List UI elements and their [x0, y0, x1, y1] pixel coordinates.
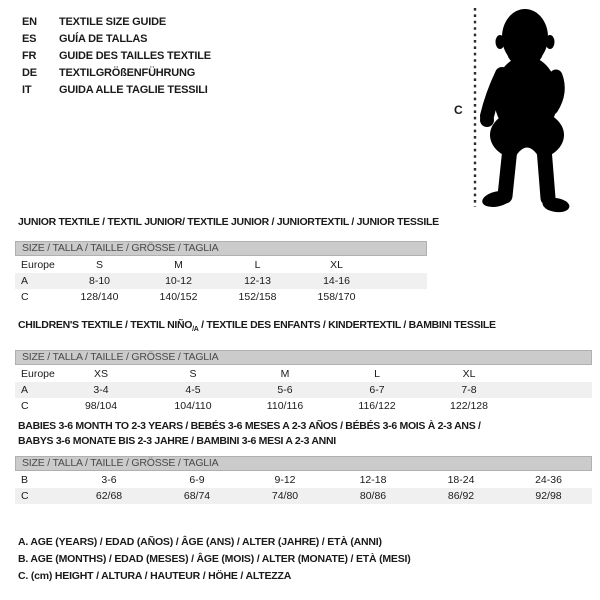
legend-row-es — [22, 30, 211, 47]
value-cell: 7-8 — [423, 382, 515, 398]
legend-row-en — [22, 13, 211, 30]
table-row-months — [15, 472, 592, 488]
value-cell: 4-5 — [147, 382, 239, 398]
footnote-b: B. AGE (MONTHS) / EDAD (MESES) / ÂGE (MOIS) / ALTER (MONATE) / ETÀ (MESI) — [18, 553, 411, 565]
table-row-age — [15, 273, 427, 289]
size-cell: S — [95, 259, 103, 271]
value-cell: 6-9 — [189, 474, 205, 486]
value-cell: 14-16 — [297, 273, 376, 289]
value-cell: 80/86 — [329, 488, 417, 504]
value-cell: 18-24 — [447, 474, 475, 486]
footnote-c: C. (cm) HEIGHT / ALTURA / HAUTEUR / HÖHE / ALTEZZA — [18, 570, 292, 582]
table-row-height — [15, 289, 427, 305]
footnotes — [18, 534, 411, 585]
table-row-sizes — [15, 257, 427, 273]
row-label-cell: Europe — [21, 259, 55, 271]
size-cell: S — [189, 368, 197, 381]
value-cell: 5-6 — [239, 382, 331, 398]
size-cell: XL — [462, 368, 476, 381]
value-cell: 158/170 — [317, 291, 356, 303]
spacer-cell — [515, 398, 592, 414]
row-label-cell: A — [15, 382, 55, 398]
value-cell: 116/122 — [358, 400, 396, 413]
table-row-height — [15, 488, 592, 504]
section-junior-textile — [15, 215, 439, 305]
legend-row-fr — [22, 47, 211, 64]
footnote-a: A. AGE (YEARS) / EDAD (AÑOS) / ÂGE (ANS) / ALTER (JAHRE) / ETÀ (ANNI) — [18, 536, 382, 548]
legend-text: GUIDA ALLE TAGLIE TESSILI — [59, 83, 208, 96]
value-cell: 104/110 — [174, 400, 212, 413]
value-cell: 98/104 — [84, 400, 118, 413]
section-title — [18, 318, 592, 337]
table-row-height — [15, 398, 592, 414]
legend-row-de — [22, 64, 211, 81]
value-cell: 128/140 — [80, 291, 119, 303]
legend-code: DE — [22, 66, 37, 79]
title-part: CHILDREN'S TEXTILE / TEXTIL NIÑO — [18, 319, 193, 331]
size-cell: M — [280, 368, 290, 381]
value-cell: 12-13 — [218, 273, 297, 289]
row-label-cell: C — [21, 400, 29, 413]
value-cell: 6-7 — [331, 382, 423, 398]
spacer-cell — [376, 257, 427, 273]
size-header-bar: SIZE / TALLA / TAILLE / GRÖSSE / TAGLIA — [15, 241, 427, 256]
value-cell: 9-12 — [274, 474, 296, 486]
junior-size-table — [15, 257, 427, 305]
table-row-sizes — [15, 366, 592, 382]
value-cell: 24-36 — [535, 474, 562, 486]
value-cell: 3-6 — [101, 474, 117, 486]
value-cell: 68/74 — [153, 488, 241, 504]
size-cell: L — [374, 368, 380, 381]
row-label-cell: B — [21, 474, 29, 486]
language-legend — [22, 13, 211, 98]
spacer-cell — [376, 273, 427, 289]
size-cell: M — [174, 259, 183, 271]
section-title-line2: BABYS 3-6 MONATE BIS 2-3 JAHRE / BAMBINI 3-6 MESI A 2-3 ANNI — [18, 435, 336, 447]
section-title: JUNIOR TEXTILE / TEXTIL JUNIOR/ TEXTILE JUNIOR / JUNIORTEXTIL / JUNIOR TESSILE — [18, 216, 439, 228]
legend-text: TEXTILGRÖßENFÜHRUNG — [59, 66, 196, 79]
legend-code: FR — [22, 49, 37, 62]
value-cell: 86/92 — [417, 488, 505, 504]
legend-code: EN — [22, 15, 37, 28]
spacer-cell — [515, 366, 592, 382]
row-label-cell: A — [15, 273, 60, 289]
value-cell: 152/158 — [238, 291, 277, 303]
size-cell: XS — [93, 368, 108, 381]
size-cell: L — [254, 259, 261, 271]
baby-silhouette-shape — [480, 9, 570, 214]
legend-code: IT — [22, 83, 32, 96]
value-cell: 10-12 — [139, 273, 218, 289]
legend-text: GUIDE DES TAILLES TEXTILE — [59, 49, 211, 62]
row-label-cell: C — [15, 488, 65, 504]
legend-text: GUÍA DE TALLAS — [59, 32, 148, 45]
size-header-bar: SIZE / TALLA / TAILLE / GRÖSSE / TAGLIA — [15, 456, 592, 471]
value-cell: 140/152 — [159, 291, 198, 303]
spacer-cell — [515, 382, 592, 398]
value-cell: 92/98 — [505, 488, 592, 504]
legend-text: TEXTILE SIZE GUIDE — [59, 15, 167, 28]
childrens-size-table — [15, 366, 592, 414]
spacer-cell — [376, 289, 427, 305]
title-part: / TEXTILE DES ENFANTS / KINDERTEXTIL / BAMBINI TESSILE — [198, 319, 496, 331]
section-babies-textile — [15, 419, 592, 504]
height-measure-label: C — [454, 103, 463, 117]
row-label-cell: C — [21, 291, 29, 303]
section-childrens-textile — [15, 318, 592, 414]
value-cell: 12-18 — [359, 474, 387, 486]
section-title-line1: BABIES 3-6 MONTH TO 2-3 YEARS / BEBÉS 3-6 MESES A 2-3 AÑOS / BÉBÉS 3-6 MOIS À 2-3 ANS / — [18, 420, 481, 432]
value-cell: 110/116 — [266, 400, 304, 413]
size-cell: XL — [330, 259, 343, 271]
baby-silhouette-icon — [452, 0, 600, 215]
table-row-age — [15, 382, 592, 398]
row-label-cell: Europe — [21, 368, 55, 381]
legend-row-it — [22, 81, 211, 98]
legend-code: ES — [22, 32, 37, 45]
value-cell: 8-10 — [60, 273, 139, 289]
babies-size-table — [15, 472, 592, 504]
value-cell: 62/68 — [65, 488, 153, 504]
title-subscript: /A — [192, 326, 199, 334]
value-cell: 122/128 — [450, 400, 488, 413]
baby-height-figure — [452, 0, 600, 215]
value-cell: 74/80 — [241, 488, 329, 504]
size-header-bar: SIZE / TALLA / TAILLE / GRÖSSE / TAGLIA — [15, 350, 592, 365]
value-cell: 3-4 — [55, 382, 147, 398]
